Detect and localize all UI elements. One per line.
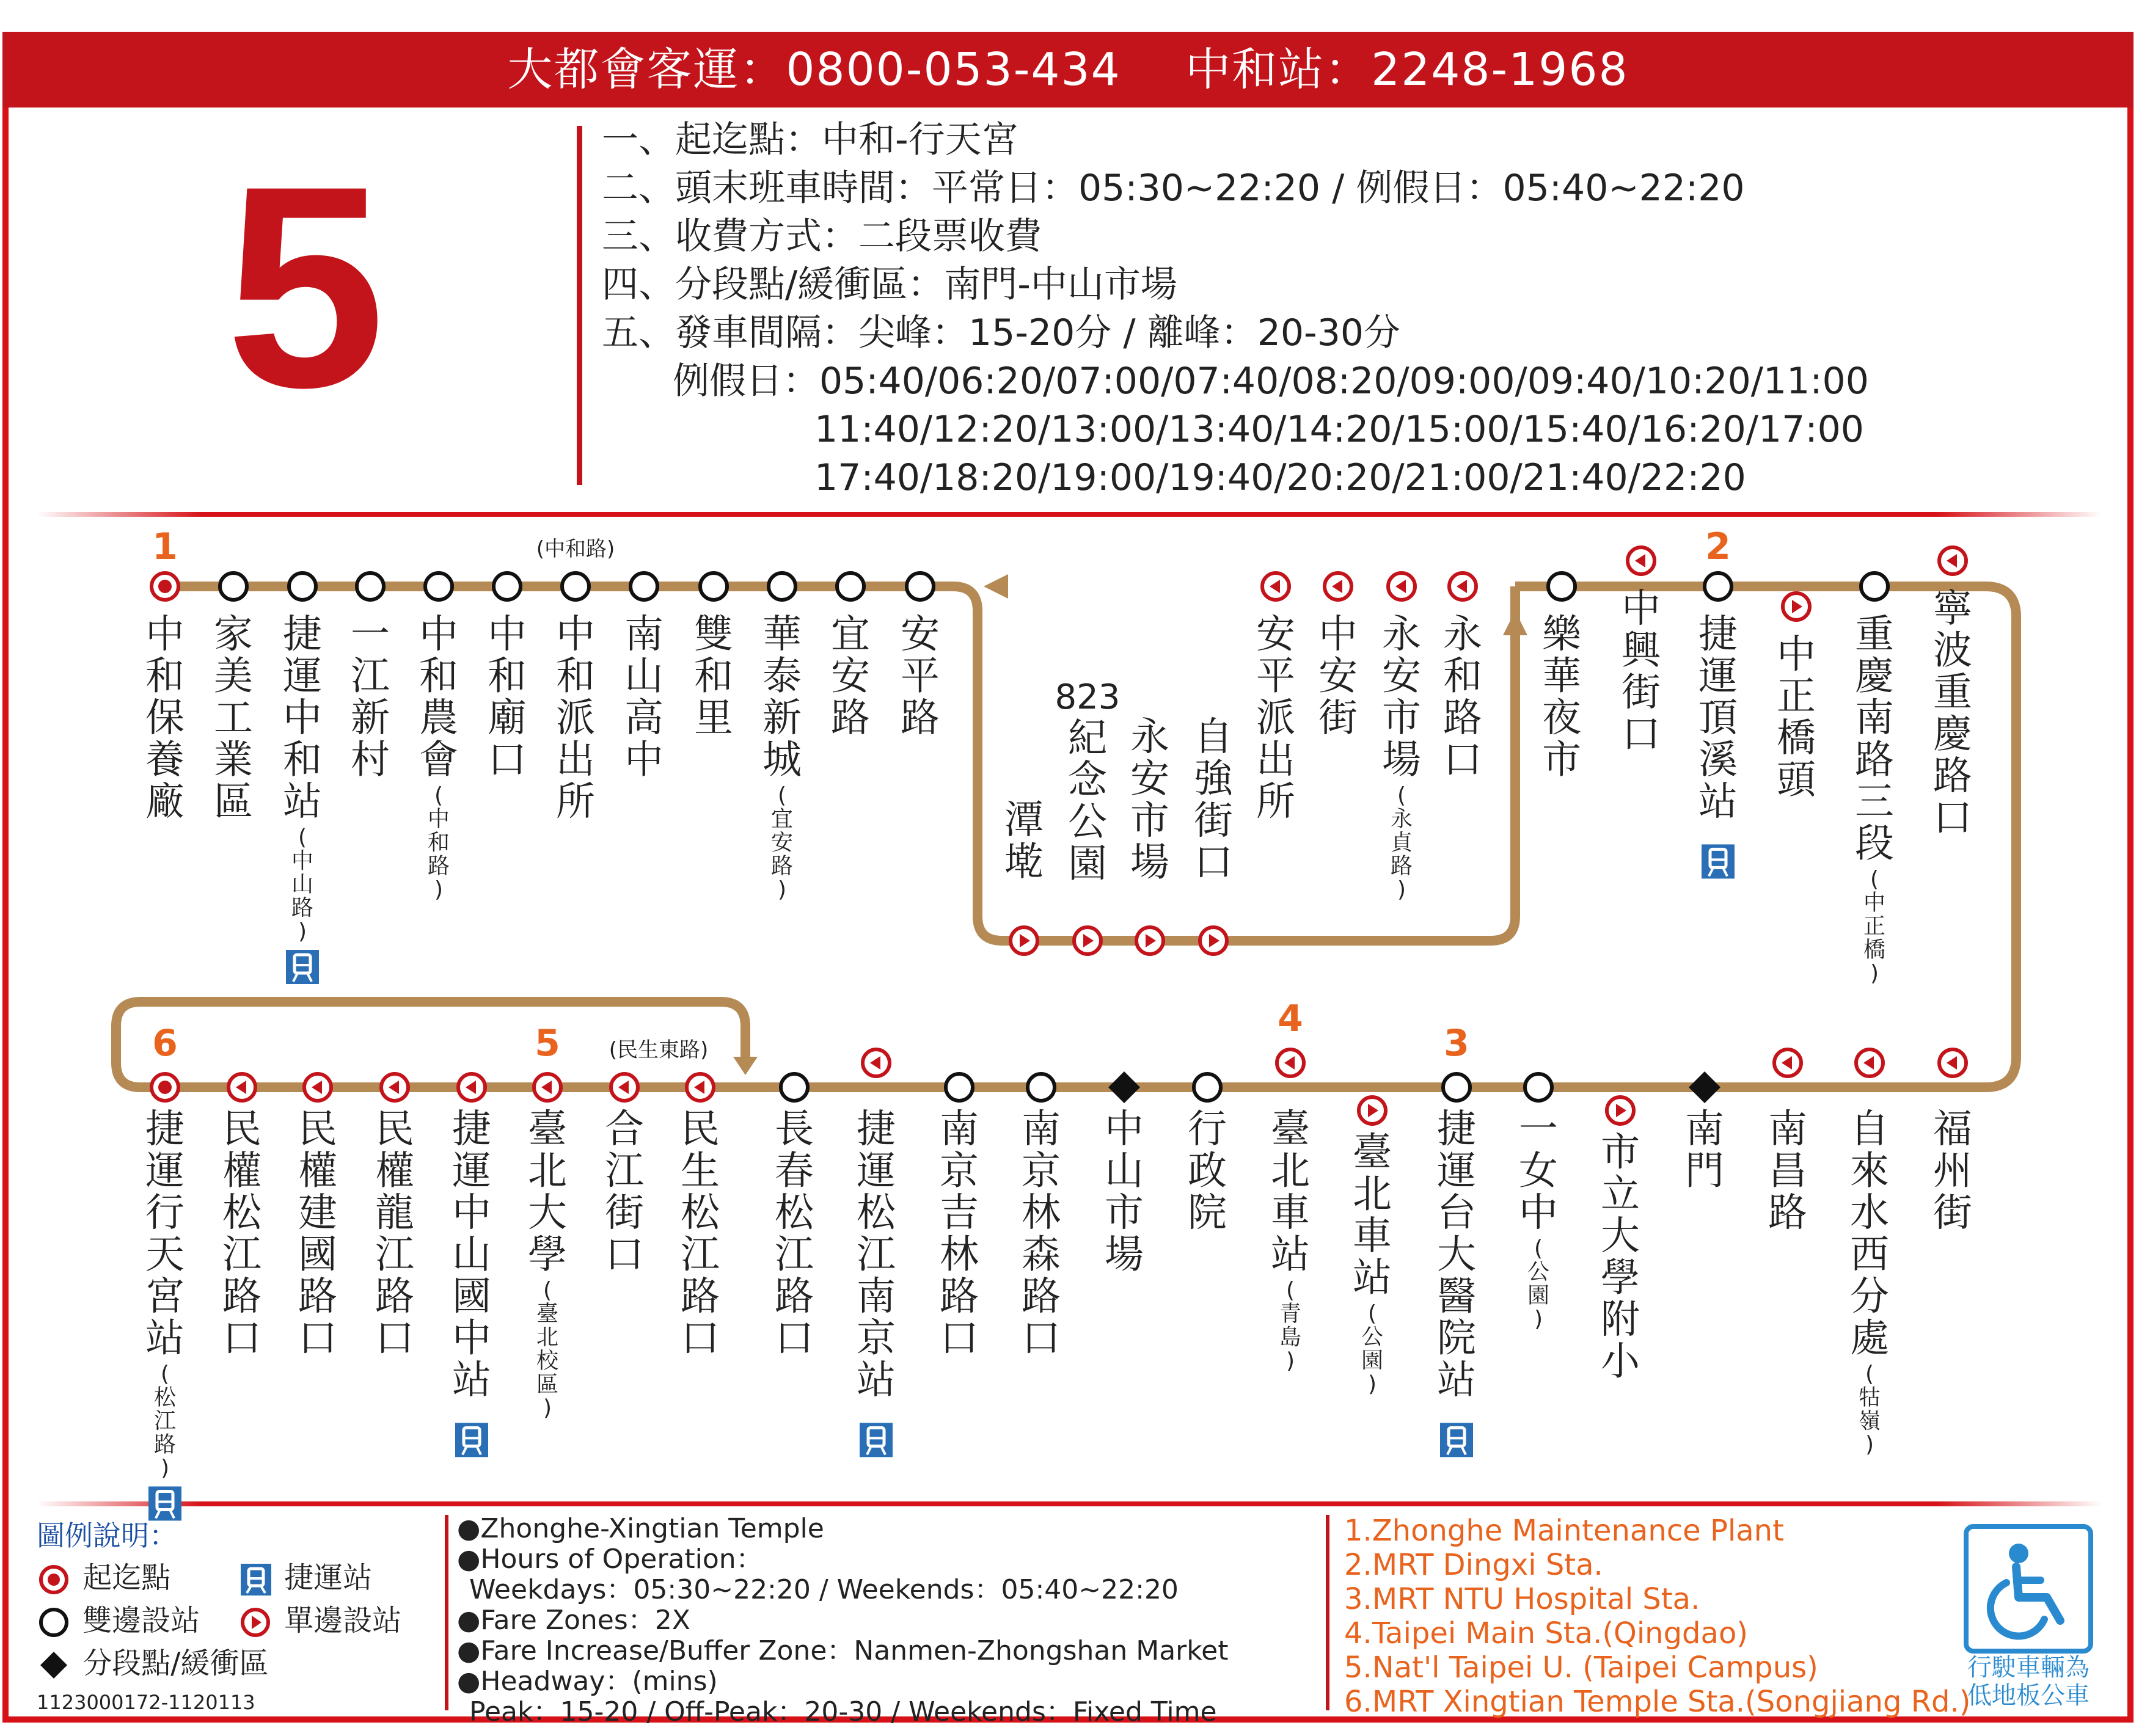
document-code: 1123000172-1120113 xyxy=(37,1691,255,1714)
stop-marker xyxy=(357,573,384,600)
info-terminals: 一、起迄點：中和-行天宮 xyxy=(602,119,1018,161)
info-zone: 四、分段點/緩衝區：南門-中山市場 xyxy=(602,263,1177,306)
stop-en-6: 6.MRT Xingtian Temple Sta.(Songjiang Rd.) xyxy=(1344,1685,1971,1719)
stop-name: 家美工業區 xyxy=(214,612,253,825)
stop-marker xyxy=(946,1074,973,1101)
stop-name: 雙和里 xyxy=(694,612,733,741)
stop-marker xyxy=(1783,593,1810,620)
stop-marker xyxy=(425,573,452,600)
legend-divider-1 xyxy=(445,1515,448,1710)
stop-marker xyxy=(1449,573,1476,600)
stop-name: 中和廟口 xyxy=(488,612,527,783)
stop-en-1: 1.Zhonghe Maintenance Plant xyxy=(1344,1514,1784,1548)
stop-en-4: 4.Taipei Main Sta.(Qingdao) xyxy=(1344,1616,1749,1650)
stop-name: 中和保養廠 xyxy=(145,612,185,825)
stop-marker xyxy=(1028,1074,1055,1101)
stop-name: 捷運中和站 xyxy=(283,612,322,825)
stop-name: 南門 xyxy=(1685,1107,1724,1194)
stop-marker xyxy=(534,1074,561,1101)
stop-number: 2 xyxy=(1705,525,1731,568)
route-number: 5 xyxy=(225,126,386,447)
stop-name: 合江街口 xyxy=(605,1107,644,1278)
stop-name: (松江路) xyxy=(153,1361,177,1481)
info-weekend-times-3: 17:40/18:20/19:00/19:40/20:20/21:00/21:40/22:20 xyxy=(814,456,1746,499)
stop-name: 臺北車站 xyxy=(1271,1107,1310,1278)
stop-name: 永安市場 xyxy=(1382,612,1421,783)
stop-marker xyxy=(1388,573,1415,600)
terminal-icon xyxy=(37,1563,73,1597)
stop-name: (中山路) xyxy=(291,825,314,944)
stop-marker xyxy=(1194,1074,1221,1101)
en-headway-label: ●Headway：(mins) xyxy=(457,1666,718,1697)
legend-mrt: 捷運站 xyxy=(238,1554,372,1597)
stop-marker xyxy=(1108,1071,1140,1103)
stop-marker xyxy=(1856,1049,1883,1076)
stop-marker xyxy=(304,1074,331,1101)
stop-name: 中山市場 xyxy=(1105,1107,1144,1278)
stop-name: 中和派出所 xyxy=(556,612,595,825)
direction-arrow-left xyxy=(984,574,1008,599)
stop-marker xyxy=(1628,547,1655,574)
stop-name: 民權龍江路口 xyxy=(375,1107,414,1362)
stop-marker xyxy=(781,1074,808,1101)
stop-marker xyxy=(907,573,934,600)
stop-marker xyxy=(1277,1049,1304,1076)
mrt-icon xyxy=(238,1563,275,1597)
stop-name: 民生松江路口 xyxy=(681,1107,720,1362)
stop-marker xyxy=(1443,1074,1470,1101)
stop-en-2: 2.MRT Dingxi Sta. xyxy=(1344,1548,1603,1582)
info-hours: 二、頭末班車時間：平常日：05:30~22:20 / 例假日：05:40~22:20 xyxy=(602,167,1745,210)
stop-name: 中和農會 xyxy=(419,612,458,783)
stop-name: 民權松江路口 xyxy=(222,1107,261,1362)
stop-marker xyxy=(1525,1074,1552,1101)
stop-marker xyxy=(1939,547,1966,574)
stop-name: 永和路口 xyxy=(1443,612,1482,783)
legend-divider-2 xyxy=(1326,1515,1329,1710)
stop-name: 潭墘 xyxy=(1004,798,1044,885)
stop-marker xyxy=(289,573,316,600)
direction-arrow-down xyxy=(733,1057,758,1075)
mrt-icon xyxy=(286,950,319,984)
stop-marker xyxy=(1325,573,1351,600)
stop-marker xyxy=(1939,1049,1966,1076)
stop-name: 捷運台大醫院站 xyxy=(1437,1107,1476,1403)
stop-name: 長春松江路口 xyxy=(775,1107,814,1362)
stop-name: (中正橋) xyxy=(1863,866,1886,986)
info-fare: 三、收費方式：二段票收費 xyxy=(602,215,1042,258)
stop-marker xyxy=(1262,573,1289,600)
stop-name: 南山高中 xyxy=(624,612,664,783)
stop-name: 華泰新城 xyxy=(762,612,802,783)
stop-name: 安平路 xyxy=(901,612,940,741)
stop-name-digits: 823 xyxy=(1055,677,1121,717)
stop-en-5: 5.Nat'l Taipei U. (Taipei Campus) xyxy=(1344,1650,1818,1685)
stop-number: 1 xyxy=(152,525,178,568)
mrt-icon xyxy=(1440,1423,1473,1457)
stop-marker xyxy=(1136,927,1163,954)
stop-name: 臺北大學 xyxy=(528,1107,567,1278)
stop-marker xyxy=(220,573,247,600)
road-label: (民生東路) xyxy=(609,1038,709,1062)
stop-name: 民權建國路口 xyxy=(298,1107,337,1362)
en-terminals: ●Zhonghe-Xingtian Temple xyxy=(457,1513,824,1544)
stop-name: (中和路) xyxy=(427,782,450,902)
stop-name: 行政院 xyxy=(1188,1107,1227,1236)
stop-marker xyxy=(1689,1071,1720,1103)
stop-marker xyxy=(152,573,178,600)
stop-marker xyxy=(1774,1049,1801,1076)
stop-name: 永安市場 xyxy=(1130,715,1169,886)
stop-number: 6 xyxy=(152,1022,178,1065)
stop-name: 樂華夜市 xyxy=(1542,612,1581,783)
stop-name: (永貞路) xyxy=(1390,782,1413,902)
low-floor-notice xyxy=(1961,1524,2096,1710)
legend-terminal: 起迄點 xyxy=(37,1554,170,1597)
stop-name: 捷運松江南京站 xyxy=(857,1107,896,1403)
stop-name: 臺北車站 xyxy=(1353,1130,1392,1301)
stop-marker xyxy=(837,573,864,600)
stop-marker xyxy=(769,573,795,600)
stop-name: 福州街 xyxy=(1933,1107,1972,1236)
stop-name: 一女中 xyxy=(1519,1107,1558,1236)
road-label: (中和路) xyxy=(536,537,615,561)
low-floor-text-2: 低地板公車 xyxy=(1967,1682,2090,1710)
stop-name: 南京吉林路口 xyxy=(940,1107,979,1362)
stop-marker xyxy=(1074,927,1101,954)
mrt-icon xyxy=(860,1423,893,1457)
stop-number: 5 xyxy=(535,1022,560,1065)
stop-name: (牯嶺) xyxy=(1858,1361,1881,1457)
stop-marker xyxy=(458,1074,485,1101)
stop-en-3: 3.MRT NTU Hospital Sta. xyxy=(1344,1582,1700,1616)
stop-name: 中安街 xyxy=(1318,612,1358,741)
stop-marker xyxy=(1011,927,1037,954)
stop-marker xyxy=(863,1049,890,1076)
stop-name: 市立大學附小 xyxy=(1601,1130,1640,1385)
one-side-icon xyxy=(238,1605,275,1639)
stop-name: 自強街口 xyxy=(1194,715,1233,886)
operator-hotline: 大都會客運：0800-053-434 xyxy=(507,43,1121,96)
info-weekend-times: 例假日：05:40/06:20/07:00/07:40/08:20/09:00/09:40/10:20/11:00 xyxy=(673,360,1869,403)
stop-name: 捷運行天宮站 xyxy=(145,1107,185,1362)
stop-marker xyxy=(1359,1097,1386,1124)
legend-one: 單邊設站 xyxy=(238,1597,401,1639)
legend-both: 雙邊設站 xyxy=(37,1597,200,1639)
stop-marker xyxy=(381,1074,408,1101)
en-headway: Peak：15-20 / Off-Peak：20-30 / Weekends：Fixed Time xyxy=(469,1696,1217,1727)
mrt-icon xyxy=(455,1423,488,1457)
zone-diamond-icon xyxy=(37,1648,73,1682)
both-sides-icon xyxy=(37,1605,73,1639)
low-floor-text-1: 行駛車輛為 xyxy=(1967,1654,2090,1682)
stop-marker xyxy=(152,1074,178,1101)
stop-marker xyxy=(631,573,657,600)
english-info xyxy=(457,1514,1229,1727)
stop-name: 中正橋頭 xyxy=(1777,632,1816,803)
stop-name: 一江新村 xyxy=(351,612,390,783)
stop-name: 捷運中山國中站 xyxy=(452,1107,491,1403)
stop-marker xyxy=(687,1074,714,1101)
en-fare: ●Fare Zones：2X xyxy=(457,1605,690,1636)
numbered-stops-english xyxy=(1344,1514,1971,1719)
en-zone: ●Fare Increase/Buffer Zone：Nanmen-Zhongshan Market xyxy=(457,1635,1229,1666)
wheelchair-icon xyxy=(1964,1524,2093,1654)
stop-marker xyxy=(494,573,521,600)
stop-name: (公園) xyxy=(1527,1236,1550,1332)
stop-marker xyxy=(1861,573,1888,600)
stop-marker xyxy=(229,1074,255,1101)
stop-name: 南昌路 xyxy=(1768,1107,1807,1236)
stop-name: 紀念公園 xyxy=(1068,716,1107,887)
en-hours-label: ●Hours of Operation： xyxy=(457,1544,763,1575)
stop-name: 南京林森路口 xyxy=(1022,1107,1061,1362)
legend-title: 圖例說明： xyxy=(37,1519,177,1552)
stop-marker xyxy=(1705,573,1731,600)
stop-name: 寧波重慶路口 xyxy=(1933,586,1972,841)
stop-name: 安平派出所 xyxy=(1256,612,1295,825)
stop-marker xyxy=(700,573,727,600)
info-headway: 五、發車間隔：尖峰：15-20分 / 離峰：20-30分 xyxy=(602,312,1401,354)
stop-name: 重慶南路三段 xyxy=(1855,612,1894,867)
station-hotline: 中和站：2248-1968 xyxy=(1185,43,1629,96)
stop-name: 宜安路 xyxy=(831,612,870,741)
stop-name: 捷運頂溪站 xyxy=(1698,612,1738,825)
stop-marker xyxy=(1200,927,1227,954)
stop-marker xyxy=(562,573,589,600)
stop-marker xyxy=(1548,573,1575,600)
stop-marker xyxy=(1607,1097,1634,1124)
stop-name: (青島) xyxy=(1279,1277,1302,1374)
en-hours: Weekdays：05:30~22:20 / Weekends：05:40~22:20 xyxy=(469,1574,1179,1605)
stop-name: (公園) xyxy=(1361,1300,1384,1397)
stop-number: 3 xyxy=(1444,1022,1469,1065)
direction-arrow-up xyxy=(1503,611,1527,635)
stop-number: 4 xyxy=(1278,997,1303,1040)
stop-marker xyxy=(611,1074,638,1101)
info-weekend-times-2: 11:40/12:20/13:00/13:40/14:20/15:00/15:40/16:20/17:00 xyxy=(814,408,1864,451)
mrt-icon xyxy=(1702,844,1735,878)
stop-name: (宜安路) xyxy=(770,782,794,902)
legend-zone: 分段點/緩衝區 xyxy=(37,1639,268,1682)
stop-name: 自來水西分處 xyxy=(1850,1107,1889,1362)
stop-name: (臺北校區) xyxy=(536,1277,559,1421)
stop-name: 中興街口 xyxy=(1622,586,1661,757)
